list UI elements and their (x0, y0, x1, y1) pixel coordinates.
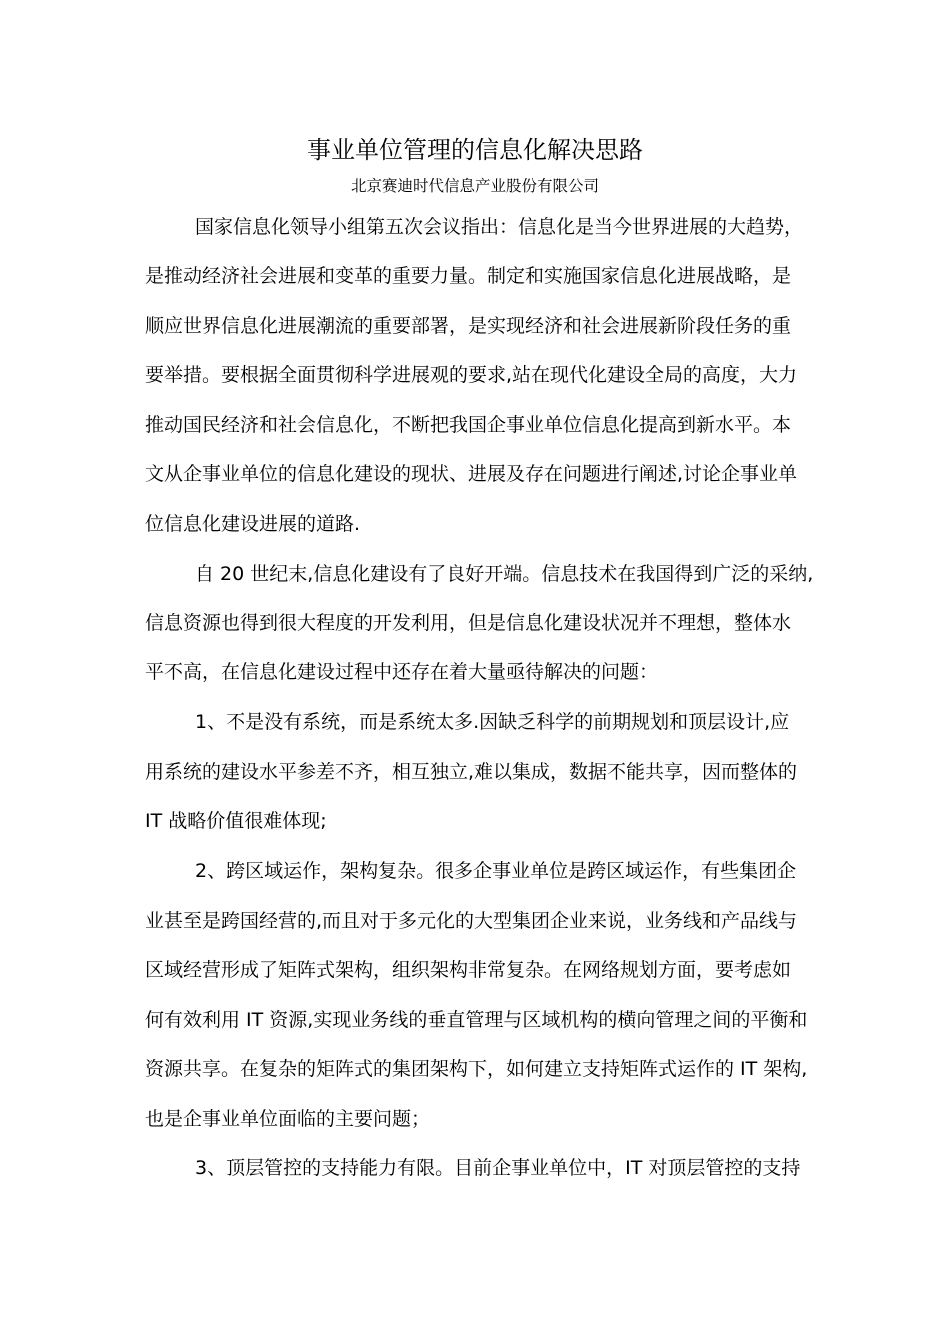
paragraph-line: 要举措。要根据全面贯彻科学进展观的要求,站在现代化建设全局的高度，大力 (145, 364, 798, 386)
paragraph-line: 文从企事业单位的信息化建设的现状、进展及存在问题进行阐述,讨论企事业单 (145, 463, 798, 485)
paragraph-line: 国家信息化领导小组第五次会议指出：信息化是当今世界进展的大趋势， (195, 216, 804, 238)
paragraph-line: 业甚至是跨国经营的,而且对于多元化的大型集团企业来说，业务线和产品线与 (145, 910, 798, 932)
paragraph-line: 信息资源也得到很大程度的开发利用，但是信息化建设状况并不理想，整体水 (145, 612, 792, 634)
paragraph-line: 推动国民经济和社会信息化，不断把我国企事业单位信息化提高到新水平。本 (145, 414, 792, 436)
paragraph-line: 自 20 世纪末,信息化建设有了良好开端。信息技术在我国得到广泛的采纳, (195, 563, 814, 585)
paragraph-line: 也是企事业单位面临的主要问题； (145, 1108, 431, 1130)
paragraph-line: 1、不是没有系统，而是系统太多.因缺乏科学的前期规划和顶层设计,应 (195, 711, 790, 733)
paragraph-line: 3、顶层管控的支持能力有限。目前企事业单位中，IT 对顶层管控的支持 (195, 1157, 801, 1179)
paragraph-line: 位信息化建设进展的道路. (145, 513, 361, 535)
paragraph-line: 平不高，在信息化建设过程中还存在着大量亟待解决的问题： (145, 661, 659, 683)
paragraph-line: 顺应世界信息化进展潮流的重要部署，是实现经济和社会进展新阶段任务的重 (145, 315, 792, 337)
paragraph-line: 何有效利用 IT 资源,实现业务线的垂直管理与区域机构的横向管理之间的平衡和 (145, 1009, 808, 1031)
paragraph-line: 区域经营形成了矩阵式架构，组织架构非常复杂。在网络规划方面，要考虑如 (145, 959, 792, 981)
paragraph-line: 2、跨区域运作，架构复杂。很多企事业单位是跨区域运作，有些集团企 (195, 860, 797, 882)
document-title: 事业单位管理的信息化解决思路 (307, 136, 643, 164)
paragraph-line: 是推动经济社会进展和变革的重要力量。制定和实施国家信息化进展战略，是 (145, 265, 792, 287)
paragraph-line: 资源共享。在复杂的矩阵式的集团架构下，如何建立支持矩阵式运作的 IT 架构, (145, 1058, 808, 1080)
document-subtitle: 北京赛迪时代信息产业股份有限公司 (350, 177, 599, 195)
paragraph-line: IT 战略价值很难体现; (145, 810, 327, 832)
paragraph-line: 用系统的建设水平参差不齐，相互独立,难以集成，数据不能共享，因而整体的 (145, 761, 798, 783)
